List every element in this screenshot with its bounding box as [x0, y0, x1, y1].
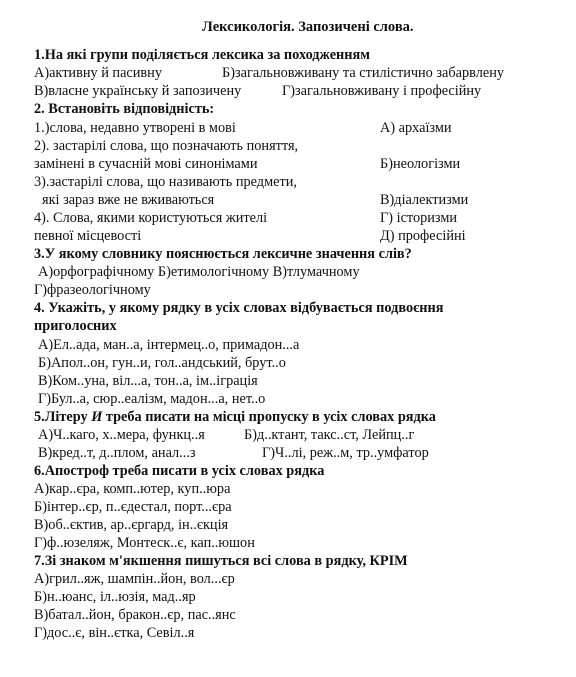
q7-option-d: Г)дос..є, він..єтка, Севіл..я — [34, 625, 195, 641]
q2-left-4-line2: певної місцевості — [34, 228, 142, 244]
q2-left-3-line2: які зараз вже не вживаються — [42, 192, 215, 208]
question-3: 3.У якому словнику пояснюється лексичне значення слів? — [34, 246, 412, 262]
q4-option-b: Б)Апол..он, гун..и, гол..андський, брут..о — [38, 355, 286, 371]
q6-option-d: Г)ф..юзеляж, Монтеск..є, кап..юшон — [34, 535, 255, 551]
question-1: 1.На які групи поділяється лексика за походженням — [34, 47, 371, 63]
question-7: 7.Зі знаком м'якшення пишуться всі слова в рядку, КРІМ — [34, 553, 408, 569]
q2-left-3-line1: 3).застарілі слова, що називають предмети, — [34, 174, 297, 190]
q5-option-c: В)кред..т, д..плом, анал...з — [38, 445, 196, 461]
q1-option-a: А)активну й пасивну — [34, 65, 162, 81]
q4-option-c: В)Ком..уна, віл...а, тон..а, ім..іграція — [38, 373, 258, 389]
question-2: 2. Встановіть відповідність: — [34, 101, 215, 117]
page-title: Лексикологія. Запозичені слова. — [202, 19, 414, 35]
q2-left-2-line1: 2). застарілі слова, що позначають поняття, — [34, 138, 299, 154]
q1-option-c: В)власне українську й запозичену — [34, 83, 242, 99]
q2-left-4-line1: 4). Слова, якими користуються жителі — [34, 210, 268, 226]
q4-option-d: Г)Бул..а, сюр..еалізм, мадон...а, нет..о — [38, 391, 266, 407]
q2-right-d: Г) історизми — [380, 210, 458, 226]
q5-prefix: 5.Літеру — [34, 409, 92, 425]
question-6: 6.Апостроф треба писати в усіх словах рядка — [34, 463, 325, 479]
q3-options-abc: А)орфографічному Б)етимологічному В)тлумачному — [38, 264, 360, 280]
question-4-line2: приголосних — [34, 318, 117, 334]
question-4-line1: 4. Укажіть, у якому рядку в усіх словах відбувається подвоєння — [34, 300, 444, 316]
q5-option-d: Г)Ч..лі, реж..м, тр..умфатор — [262, 445, 429, 461]
q6-option-c: В)об..єктив, ар..єргард, ін..єкція — [34, 517, 229, 533]
q2-right-e: Д) професійні — [380, 228, 466, 244]
q3-option-d: Г)фразеологічному — [34, 282, 151, 298]
q6-option-a: А)кар..єра, комп..ютер, куп..юра — [34, 481, 231, 497]
q7-option-a: А)грил..яж, шампін..йон, вол...єр — [34, 571, 235, 587]
q1-option-d: Г)загальновживану і професійну — [282, 83, 482, 99]
q5-option-b: Б)д..ктант, такс..ст, Лейпц..г — [244, 427, 415, 443]
q7-option-b: Б)н..юанс, іл..юзія, мад..яр — [34, 589, 196, 605]
q2-right-b: Б)неологізми — [380, 156, 461, 172]
q5-option-a: А)Ч..каго, х..мера, функц..я — [38, 427, 205, 443]
q5-letter: И — [91, 409, 103, 425]
q2-left-2-line2: замінені в сучасній мові синонімами — [34, 156, 258, 172]
q7-option-c: В)батал..йон, бракон..єр, пас..янс — [34, 607, 236, 623]
q4-option-a: А)Ел..ада, ман..а, інтермец..о, примадон...а — [38, 337, 300, 353]
q2-right-a: А) архаїзми — [380, 120, 452, 136]
q1-option-b: Б)загальновживану та стилістично забарвлену — [222, 65, 505, 81]
q6-option-b: Б)інтер..єр, п..єдестал, порт...єра — [34, 499, 232, 515]
q2-right-c: В)діалектизми — [380, 192, 469, 208]
question-5 — [34, 408, 436, 426]
q2-left-1: 1.)слова, недавно утворені в мові — [34, 120, 236, 136]
q5-suffix: треба писати на місці пропуску в усіх словах рядка — [102, 409, 436, 425]
